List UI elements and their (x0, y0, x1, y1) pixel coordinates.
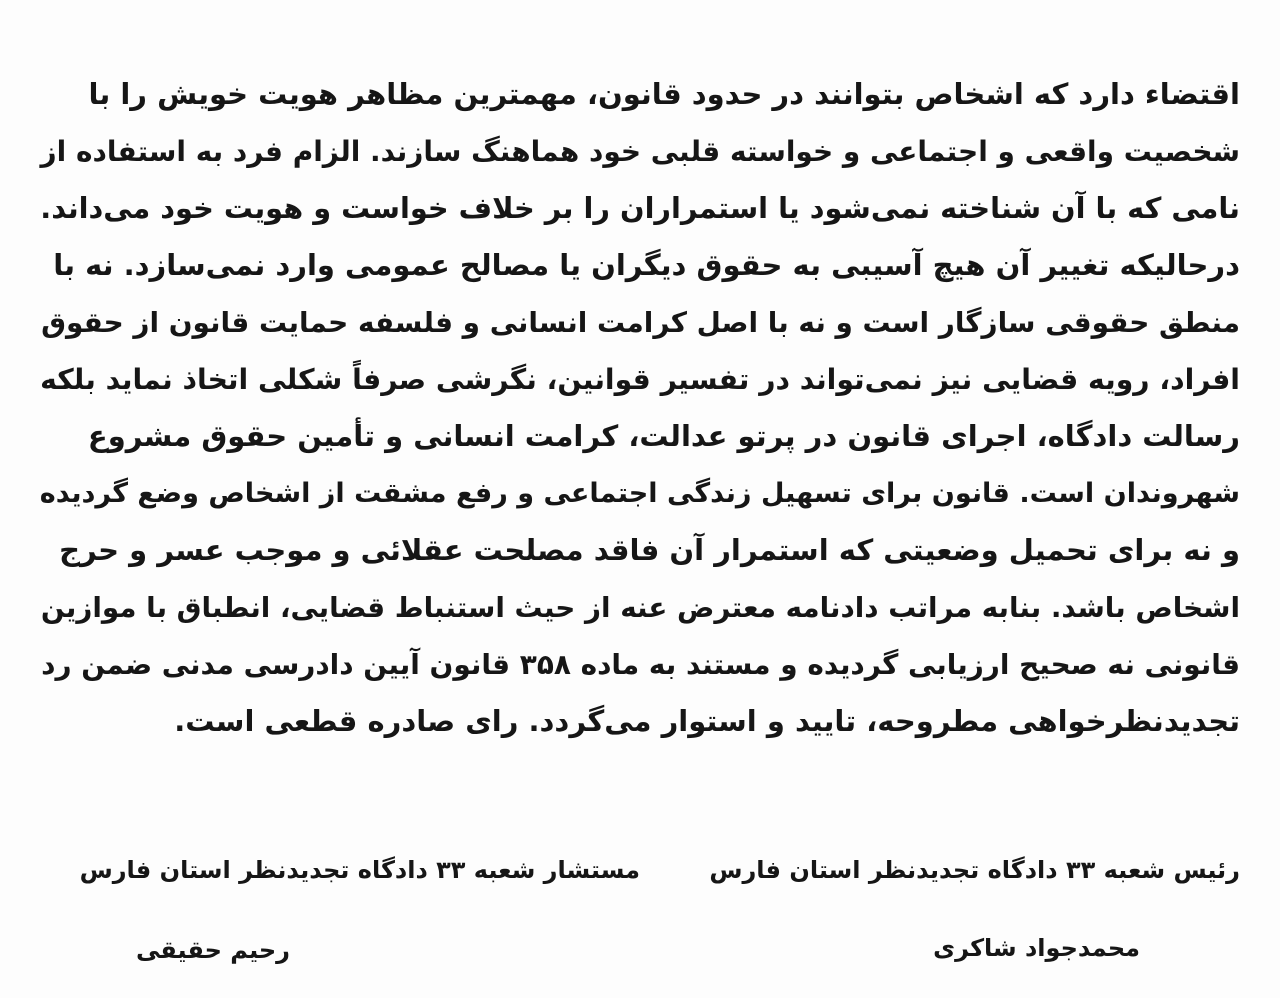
text-line: و نه برای تحمیل وضعیتی که استمرار آن فاقد مصلحت عقلائی و موجب عسر و حرج (59, 533, 1240, 567)
advisor-title: مستشار شعبه ۳۳ دادگاه تجدیدنظر استان فارس (79, 856, 640, 884)
president-name: محمدجواد شاکری (933, 934, 1140, 962)
president-title: رئیس شعبه ۳۳ دادگاه تجدیدنظر استان فارس (709, 856, 1240, 884)
advisor-name: رحیم حقیقی (135, 936, 290, 964)
text-line: رسالت دادگاه، اجرای قانون در پرتو عدالت، کرامت انسانی و تأمین حقوق مشروع (87, 419, 1240, 453)
text-line: اقتضاء دارد که اشخاص بتوانند در حدود قانون، مهمترین مظاهر هویت خویش را با (88, 77, 1240, 111)
text-line: شخصیت واقعی و اجتماعی و خواسته قلبی خود هماهنگ سازند. الزام فرد به استفاده از (40, 135, 1240, 168)
text-line: اشخاص باشد. بنابه مراتب دادنامه معترض عنه از حیث استنباط قضایی، انطباق با موازین (40, 591, 1240, 624)
text-line: تجدیدنظرخواهی مطروحه، تایید و استوار می‌گردد. رای صادره قطعی است. (174, 704, 1240, 738)
text-line: افراد، رویه قضایی نیز نمی‌تواند در تفسیر قوانین، نگرشی صرفاً شکلی اتخاذ نماید بلکه (40, 363, 1240, 396)
text-line: نامی که با آن شناخته نمی‌شود یا استمراران را بر خلاف خواست و هویت خود می‌داند. (40, 191, 1240, 225)
text-line: قانونی نه صحیح ارزیابی گردیده و مستند به ماده ۳۵۸ قانون آیین دادرسی مدنی ضمن رد (41, 648, 1240, 681)
text-line: منطق حقوقی سازگار است و نه با اصل کرامت انسانی و فلسفه حمایت قانون از حقوق (41, 306, 1240, 339)
text-line: شهروندان است. قانون برای تسهیل زندگی اجتماعی و رفع مشقت از اشخاص وضع گردیده (39, 478, 1240, 509)
text-line: درحالیکه تغییر آن هیچ آسیبی به حقوق دیگران یا مصالح عمومی وارد نمی‌سازد. نه با (53, 248, 1240, 282)
ruling-text (40, 66, 1240, 750)
